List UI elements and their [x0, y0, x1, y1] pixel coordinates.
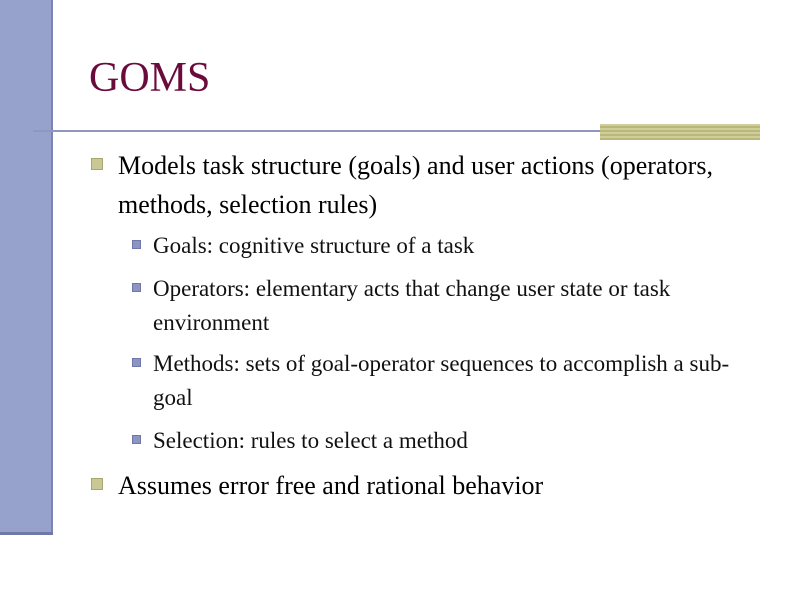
left-bar-shadow — [51, 0, 53, 535]
square-bullet-icon — [132, 358, 141, 367]
left-decorative-bar — [0, 0, 51, 532]
square-bullet-icon — [91, 478, 103, 490]
bullet-assumes-error-free — [118, 466, 758, 505]
bullet-models-task-structure — [118, 146, 758, 224]
accent-bar — [600, 124, 760, 140]
bullet-text: Assumes error free and rational behavior — [118, 471, 544, 500]
square-bullet-icon — [132, 435, 141, 444]
square-bullet-icon — [132, 240, 141, 249]
square-bullet-icon — [132, 283, 141, 292]
square-bullet-icon — [91, 158, 103, 170]
sub-bullet-text: Selection: rules to select a method — [153, 428, 468, 453]
sub-bullet-text: Methods: sets of goal-operator sequences to accomplish a sub-goal — [153, 351, 730, 410]
sub-bullet-operators — [153, 272, 758, 340]
left-bar-edge — [0, 532, 53, 535]
sub-bullet-text: Operators: elementary acts that change user state or task environment — [153, 276, 671, 335]
slide-title: GOMS — [89, 55, 211, 101]
bullet-text: Models task structure (goals) and user actions (operators, methods, selection rules) — [118, 151, 713, 219]
sub-bullet-selection — [153, 424, 758, 458]
sub-bullet-goals — [153, 229, 758, 263]
sub-bullet-methods — [153, 347, 758, 415]
sub-bullet-text: Goals: cognitive structure of a task — [153, 233, 475, 258]
